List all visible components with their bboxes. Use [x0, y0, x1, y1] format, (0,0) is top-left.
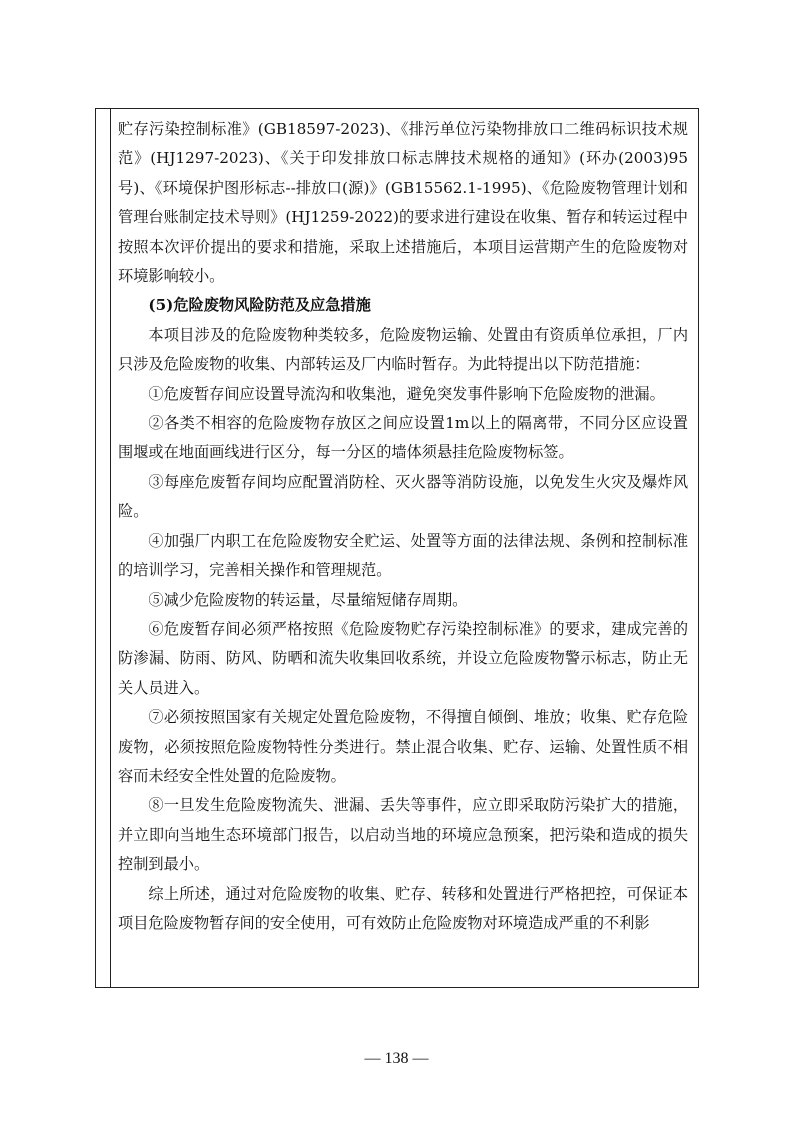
measure-8: ⑧一旦发生危险废物流失、泄漏、丢失等事件，应立即采取防污染扩大的措施，并立即向当地生态环境部门报告，以启动当地的环境应急预案，把污染和造成的损失控制到最小。 — [118, 796, 688, 874]
paragraph-2: 本项目涉及的危险废物种类较多，危险废物运输、处置由有资质单位承担，厂内只涉及危险废物的收集、内部转运及厂内临时暂存。为此特提出以下防范措施： — [118, 325, 688, 374]
page-number: — 138 — — [364, 1050, 429, 1067]
summary-paragraph: 综上所述，通过对危险废物的收集、贮存、转移和处置进行严格把控，可保证本项目危险废物暂存间的安全使用，可有效防止危险废物对环境造成严重的不利影 — [118, 884, 688, 932]
measure-3: ③每座危废暂存间均应配置消防栓、灭火器等消防设施，以免发生火灾及爆炸风险。 — [118, 472, 688, 521]
measure-6: ⑥危废暂存间必须严格按照《危险废物贮存污染控制标准》的要求，建成完善的防渗漏、防雨、防风、防晒和流失收集回收系统，并设立危险废物警示标志，防止无关人员进入。 — [118, 619, 688, 697]
content-cell — [118, 115, 688, 938]
measure-1: ①危废暂存间应设置导流沟和收集池，避免突发事件影响下危险废物的泄漏。 — [148, 384, 665, 403]
paragraph-0: 贮存污染控制标准》(GB18597-2023)、《排污单位污染物排放口二维码标识技术规范》(HJ1297-2023)、《关于印发排放口标志牌技术规格的通知》(环办(2003)95号)、《环境保护图形标志--排放口(源)》(GB15562.1-1995)、《危险废物管理计划和管理台账制定技术导则》(HJ1259-2022)的要求进行建设在收集、暂存和转运过程中按照本次评价提出的要求和措施，采取上述措施后，本项目运营期产生的危险废物对环境影响较小。 — [118, 120, 688, 286]
section-heading: (5)危险废物风险防范及应急措施 — [148, 296, 371, 315]
measure-2: ②各类不相容的危险废物存放区之间应设置1m以上的隔离带，不同分区应设置围堰或在地面画线进行区分，每一分区的墙体须悬挂危险废物标签。 — [118, 414, 688, 462]
left-column — [96, 109, 111, 987]
measure-5: ⑤减少危险废物的转运量，尽量缩短储存周期。 — [148, 590, 468, 609]
measure-4: ④加强厂内职工在危险废物安全贮运、处置等方面的法律法规、条例和控制标准的培训学习，完善相关操作和管理规范。 — [118, 531, 688, 580]
measure-7: ⑦必须按照国家有关规定处置危险废物，不得擅自倾倒、堆放；收集、贮存危险废物，必须按照危险废物特性分类进行。禁止混合收集、贮存、运输、处置性质不相容而未经安全性处置的危险废物。 — [118, 708, 688, 785]
content-table — [95, 108, 699, 988]
